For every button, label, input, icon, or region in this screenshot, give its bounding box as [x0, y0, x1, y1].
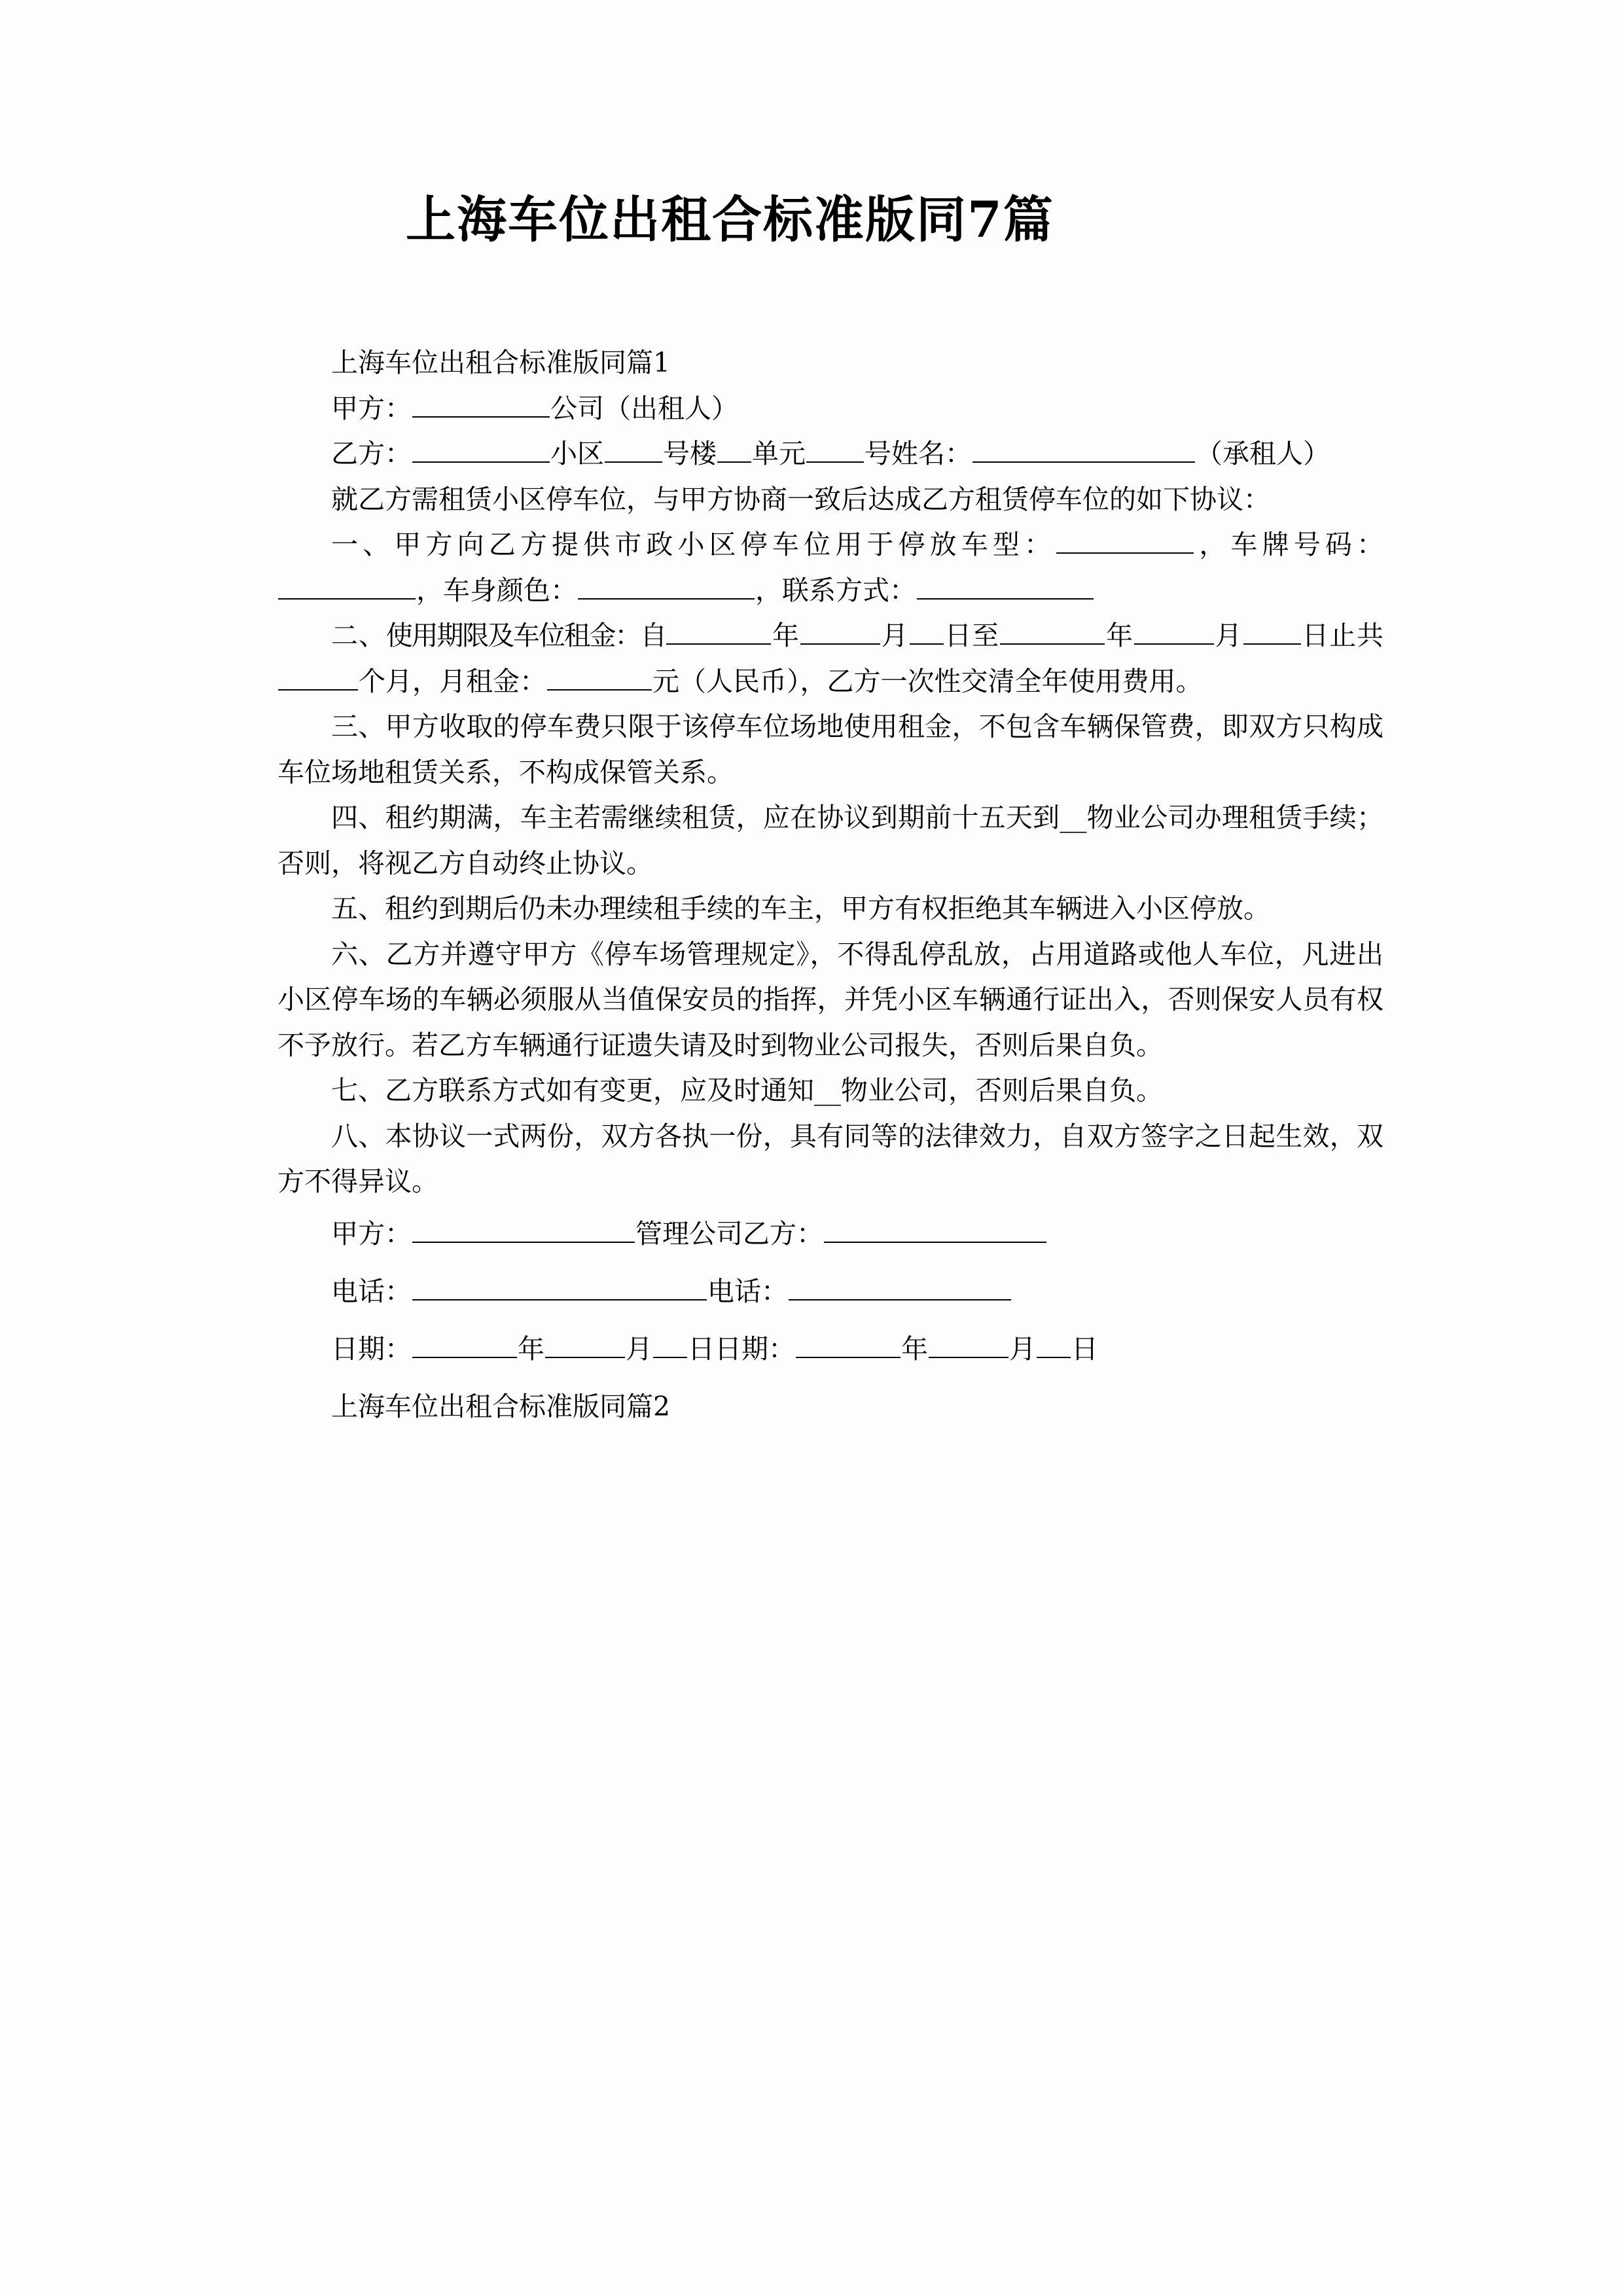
signature-date-a-year-blank[interactable]	[412, 1332, 517, 1358]
clause-8-number: 八、	[331, 1120, 385, 1152]
clause-2-seg-6: 日止共	[1301, 620, 1384, 651]
party-a-suffix: 公司（出租人）	[550, 392, 738, 424]
party-b-room-blank[interactable]	[806, 437, 864, 463]
signature-date-a-month-blank[interactable]	[545, 1332, 625, 1358]
clause-1-contact-blank[interactable]	[917, 573, 1094, 600]
clause-8	[277, 1114, 1383, 1205]
preamble-paragraph	[277, 477, 1383, 523]
party-b-label: 乙方：	[331, 438, 412, 469]
signature-date-a-label: 日期：	[331, 1333, 412, 1365]
signature-party-a-label: 甲方：	[331, 1217, 412, 1249]
section-heading-2-text: 上海车位出租合标准版同篇2	[331, 1390, 671, 1422]
party-b-mid-2: 号楼	[663, 438, 717, 469]
clause-2-start-year-blank[interactable]	[666, 619, 771, 645]
clause-1	[277, 522, 1383, 613]
clause-2	[277, 613, 1383, 704]
clause-1-plate-blank[interactable]	[278, 573, 416, 600]
party-a-blank[interactable]	[412, 391, 550, 418]
clause-1-seg-0: 甲方向乙方提供市政小区停车位用于停放车型：	[394, 529, 1056, 560]
section-heading-1-text: 上海车位出租合标准版同篇1	[331, 347, 671, 378]
signature-phone-a-label: 电话：	[331, 1275, 412, 1307]
clause-2-rent-blank[interactable]	[547, 664, 652, 691]
clause-2-end-day-blank[interactable]	[1243, 619, 1301, 645]
signature-party-b-blank[interactable]	[824, 1217, 1046, 1243]
party-b-mid-4: 号姓名：	[865, 438, 972, 469]
clause-2-end-month-blank[interactable]	[1134, 619, 1214, 645]
party-a-line	[277, 386, 1383, 432]
clause-1-color-blank[interactable]	[578, 573, 755, 600]
clause-6-number: 六、	[331, 938, 386, 970]
signature-date-b-day-blank[interactable]	[1037, 1332, 1071, 1358]
signature-party-a-blank[interactable]	[412, 1217, 635, 1243]
party-b-name-blank[interactable]	[972, 437, 1195, 463]
party-a-label: 甲方：	[331, 392, 412, 424]
clause-5	[277, 886, 1383, 932]
clause-4-text: 租约期满，车主若需继续租赁，应在协议到期前十五天到__物业公司办理租赁手续；否则，将视乙方自动终止协议。	[277, 802, 1384, 879]
clause-2-start-day-blank[interactable]	[910, 619, 944, 645]
signature-date-a-day: 日	[688, 1333, 715, 1365]
clause-2-seg-5: 月	[1214, 620, 1243, 651]
clause-2-seg-8: 元（人民币），乙方一次性交清全年使用费用。	[652, 665, 1203, 697]
clause-5-text: 租约到期后仍未办理续租手续的车主，甲方有权拒绝其车辆进入小区停放。	[385, 893, 1270, 924]
preamble-text: 就乙方需租赁小区停车位，与甲方协商一致后达成乙方租赁停车位的如下协议：	[331, 483, 1270, 515]
clause-4	[277, 795, 1383, 886]
clause-5-number: 五、	[331, 893, 385, 924]
clause-3	[277, 704, 1383, 795]
party-b-community-blank[interactable]	[412, 437, 550, 463]
signature-date-a-year: 年	[518, 1333, 544, 1365]
signature-phone-b-blank[interactable]	[789, 1274, 1011, 1300]
clause-2-number: 二、	[331, 620, 386, 651]
clause-2-seg-3: 日至	[944, 620, 1000, 651]
signature-date-b-month-blank[interactable]	[929, 1332, 1008, 1358]
clause-6	[277, 932, 1383, 1069]
clause-2-seg-2: 月	[880, 620, 909, 651]
signature-date-line	[277, 1320, 1383, 1378]
signature-date-a-month: 月	[626, 1333, 652, 1365]
signature-party-a-company: 管理公司	[635, 1217, 743, 1249]
clause-1-number: 一、	[331, 529, 395, 560]
signature-phone-line	[277, 1263, 1383, 1320]
clause-1-cartype-blank[interactable]	[1056, 528, 1194, 554]
party-b-building-blank[interactable]	[605, 437, 662, 463]
clause-2-seg-1: 年	[772, 620, 800, 651]
clause-3-number: 三、	[331, 711, 385, 742]
clause-1-seg-2: ，车身颜色：	[416, 574, 577, 606]
signature-date-a-day-blank[interactable]	[653, 1332, 687, 1358]
clause-8-text: 本协议一式两份，双方各执一份，具有同等的法律效力，自双方签字之日起生效，双方不得异议。	[277, 1120, 1384, 1197]
signature-party-line	[277, 1205, 1383, 1263]
signature-date-b-year: 年	[901, 1333, 928, 1365]
signature-date-b-day: 日	[1071, 1333, 1098, 1365]
signature-phone-a-blank[interactable]	[412, 1274, 707, 1300]
clause-2-start-month-blank[interactable]	[800, 619, 880, 645]
party-b-mid-1: 小区	[550, 438, 604, 469]
clause-4-number: 四、	[331, 802, 385, 833]
clause-7-text: 乙方联系方式如有变更，应及时通知__物业公司，否则后果自负。	[385, 1075, 1163, 1106]
signature-phone-b-label: 电话：	[707, 1275, 788, 1307]
signature-party-b-label: 乙方：	[743, 1217, 823, 1249]
clause-2-months-blank[interactable]	[278, 664, 358, 691]
signature-date-b-year-blank[interactable]	[796, 1332, 901, 1358]
clause-1-seg-1: ，车牌号码：	[1194, 529, 1384, 560]
document-body	[277, 340, 1383, 1429]
clause-7	[277, 1068, 1383, 1114]
clause-7-number: 七、	[331, 1075, 385, 1106]
clause-1-seg-3: ，联系方式：	[755, 574, 916, 606]
clause-2-seg-0: 使用期限及车位租金：自	[385, 620, 666, 651]
section-heading-1	[277, 340, 1383, 386]
page-title: 上海车位出租合标准版同7篇	[406, 190, 1054, 249]
clause-3-text: 甲方收取的停车费只限于该停车位场地使用租金，不包含车辆保管费，即双方只构成车位场地租赁关系，不构成保管关系。	[277, 711, 1384, 788]
section-heading-2	[277, 1384, 1383, 1430]
clause-2-seg-4: 年	[1105, 620, 1133, 651]
clause-2-end-year-blank[interactable]	[1000, 619, 1105, 645]
party-b-mid-3: 单元	[752, 438, 806, 469]
signature-date-b-label: 日期：	[715, 1333, 795, 1365]
party-b-unit-blank[interactable]	[717, 437, 751, 463]
clause-6-text: 乙方并遵守甲方《停车场管理规定》，不得乱停乱放，占用道路或他人车位，凡进出小区停车场的车辆必须服从当值保安员的指挥，并凭小区车辆通行证出入，否则保安人员有权不予放行。若乙方车辆通行证遗失请及时到物业公司报失，否则后果自负。	[277, 938, 1384, 1061]
party-b-suffix: （承租人）	[1196, 438, 1330, 469]
party-b-line	[277, 431, 1383, 477]
signature-date-b-month: 月	[1009, 1333, 1036, 1365]
clause-2-seg-7: 个月，月租金：	[359, 665, 546, 697]
